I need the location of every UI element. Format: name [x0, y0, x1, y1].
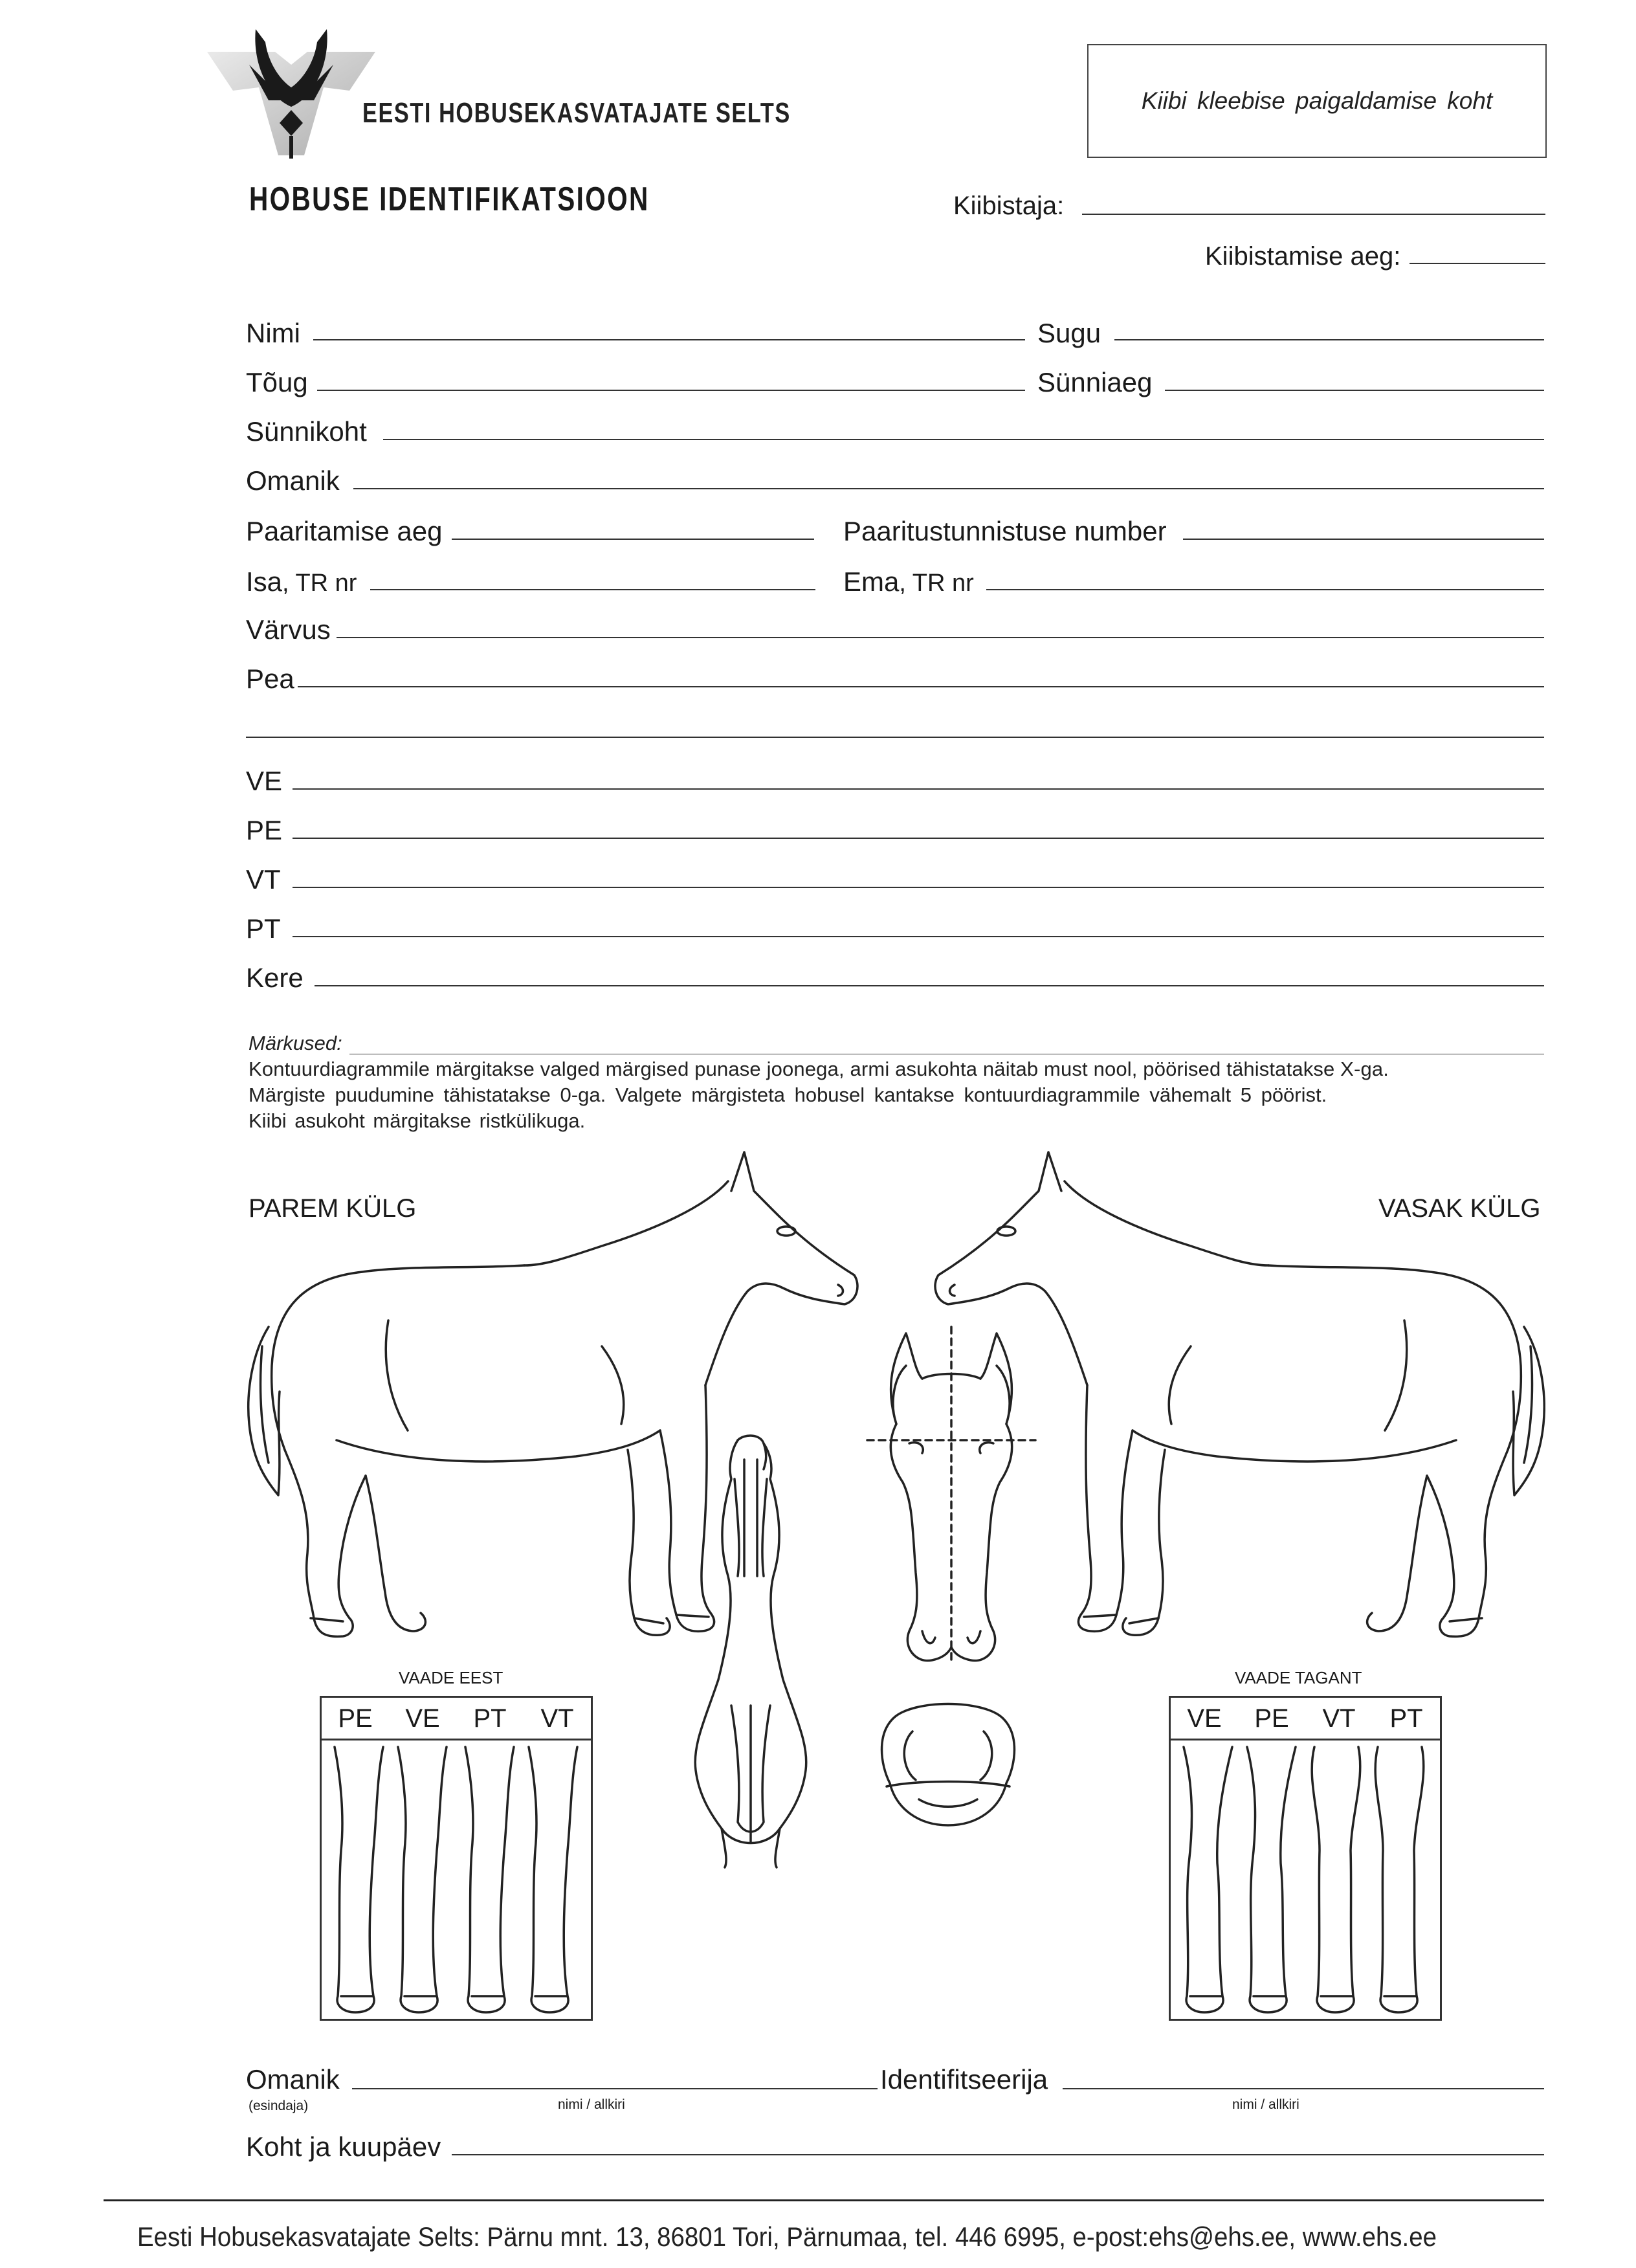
- rear-leg-4: PT: [1389, 1704, 1423, 1733]
- pea-label: Pea: [246, 663, 294, 694]
- omanik-line[interactable]: [353, 488, 1544, 489]
- toug-line[interactable]: [317, 390, 1025, 391]
- rear-legs-header: [1171, 1698, 1440, 1740]
- rear-leg-3: VT: [1322, 1704, 1356, 1733]
- isa-label: [246, 568, 357, 595]
- front-legs-box: [320, 1696, 593, 2021]
- pe-label: PE: [246, 815, 283, 845]
- sunniaeg-line[interactable]: [1165, 390, 1544, 391]
- footer-address: Eesti Hobusekasvatajate Selts: Pärnu mnt. 13, 86801 Tori, Pärnumaa, tel. 446 6995, e-post:ehs@ehs.ee, www.ehs.ee: [137, 2221, 1437, 2252]
- koht-kuupaev-line[interactable]: [452, 2154, 1544, 2155]
- nimi-label: Nimi: [246, 318, 300, 348]
- pea-line[interactable]: [298, 686, 1544, 687]
- varvus-label: Värvus: [246, 614, 331, 645]
- paaritamise-aeg-line[interactable]: [452, 539, 814, 540]
- chipper-line[interactable]: [1082, 214, 1545, 215]
- omanik-label: Omanik: [246, 465, 340, 496]
- identifitseerija-line[interactable]: [1063, 2088, 1544, 2089]
- paaritustunnistus-label: Paaritustunnistuse number: [843, 516, 1167, 546]
- front-leg-2: VE: [405, 1704, 440, 1733]
- footer-rule: [104, 2199, 1544, 2201]
- front-leg-4: VT: [540, 1704, 574, 1733]
- ema-line[interactable]: [986, 589, 1544, 590]
- ema-label: [843, 568, 974, 595]
- kere-label: Kere: [246, 962, 304, 993]
- sugu-label: Sugu: [1037, 318, 1101, 348]
- left-side-label: VASAK KÜLG: [1378, 1194, 1541, 1223]
- notes-line-2: Märgiste puudumine tähistatakse 0-ga. Valgete märgisteta hobusel kantakse kontuurdiagrammile vähemalt 5 pöörist.: [249, 1084, 1327, 1106]
- identifitseerija-label: Identifitseerija: [880, 2064, 1048, 2095]
- ve-line[interactable]: [293, 788, 1544, 790]
- vt-label: VT: [246, 864, 281, 895]
- toug-label: Tõug: [246, 367, 308, 397]
- isa-line[interactable]: [370, 589, 815, 590]
- paaritamise-aeg-label: Paaritamise aeg: [246, 516, 443, 546]
- signature-omanik-line[interactable]: [352, 2088, 878, 2089]
- horse-head-front-diagram: [861, 1327, 1042, 1689]
- sunnikoht-label: Sünnikoht: [246, 416, 367, 447]
- rear-view-label: VAADE TAGANT: [1235, 1668, 1362, 1687]
- signature-hint-1: nimi / allkiri: [558, 2097, 625, 2112]
- horse-neck-underside-diagram: [673, 1434, 828, 1874]
- notes-line-1: Kontuurdiagrammile märgitakse valged märgised punase joonega, armi asukohta näitab must nool, pöörised tähistatakse X-ga.: [249, 1058, 1389, 1080]
- sunnikoht-line[interactable]: [383, 439, 1544, 440]
- chip-time-label: Kiibistamise aeg:: [1205, 242, 1401, 271]
- front-leg-3: PT: [473, 1704, 507, 1733]
- chip-sticker-box: [1087, 44, 1547, 158]
- org-name: EESTI HOBUSEKASVATAJATE SELTS: [362, 97, 791, 129]
- chip-sticker-label: Kiibi kleebise paigaldamise koht: [1141, 87, 1493, 114]
- front-legs-drawing: [322, 1740, 591, 2019]
- isa-tr-text: , TR nr: [282, 570, 357, 597]
- nimi-line[interactable]: [313, 339, 1025, 340]
- pe-line[interactable]: [293, 838, 1544, 839]
- ema-tr-text: , TR nr: [899, 570, 974, 597]
- right-side-label: PAREM KÜLG: [249, 1194, 417, 1223]
- pea-line-2[interactable]: [246, 737, 1544, 738]
- front-leg-1: PE: [338, 1704, 373, 1733]
- varvus-line[interactable]: [337, 637, 1544, 638]
- sugu-line[interactable]: [1114, 339, 1544, 340]
- kere-line[interactable]: [315, 985, 1544, 986]
- chip-time-line[interactable]: [1409, 263, 1545, 264]
- rear-leg-1: VE: [1187, 1704, 1222, 1733]
- notes-line-3: Kiibi asukoht märgitakse ristkülikuga.: [249, 1109, 586, 1132]
- signature-esindaja-label: (esindaja): [249, 2098, 309, 2113]
- chipper-label: Kiibistaja:: [953, 192, 1065, 220]
- signature-hint-2: nimi / allkiri: [1232, 2097, 1299, 2112]
- vt-line[interactable]: [293, 887, 1544, 888]
- rear-legs-box: [1169, 1696, 1442, 2021]
- isa-text: Isa: [246, 566, 283, 597]
- front-legs-header: [322, 1698, 591, 1740]
- sunniaeg-label: Sünniaeg: [1037, 367, 1153, 397]
- signature-omanik-label: Omanik: [246, 2064, 340, 2095]
- front-view-label: VAADE EEST: [399, 1668, 503, 1687]
- ve-label: VE: [246, 766, 283, 796]
- org-logo: [194, 26, 388, 162]
- form-title: HOBUSE IDENTIFIKATSIOON: [249, 181, 650, 218]
- rear-legs-drawing: [1171, 1740, 1440, 2019]
- notes-title: Märkused:: [249, 1032, 342, 1054]
- koht-kuupaev-label: Koht ja kuupäev: [246, 2131, 441, 2162]
- paaritustunnistus-line[interactable]: [1183, 539, 1544, 540]
- pt-line[interactable]: [293, 936, 1544, 937]
- ema-text: Ema: [843, 566, 900, 597]
- rear-leg-2: PE: [1254, 1704, 1289, 1733]
- pt-label: PT: [246, 913, 281, 944]
- horse-muzzle-diagram: [874, 1699, 1022, 1835]
